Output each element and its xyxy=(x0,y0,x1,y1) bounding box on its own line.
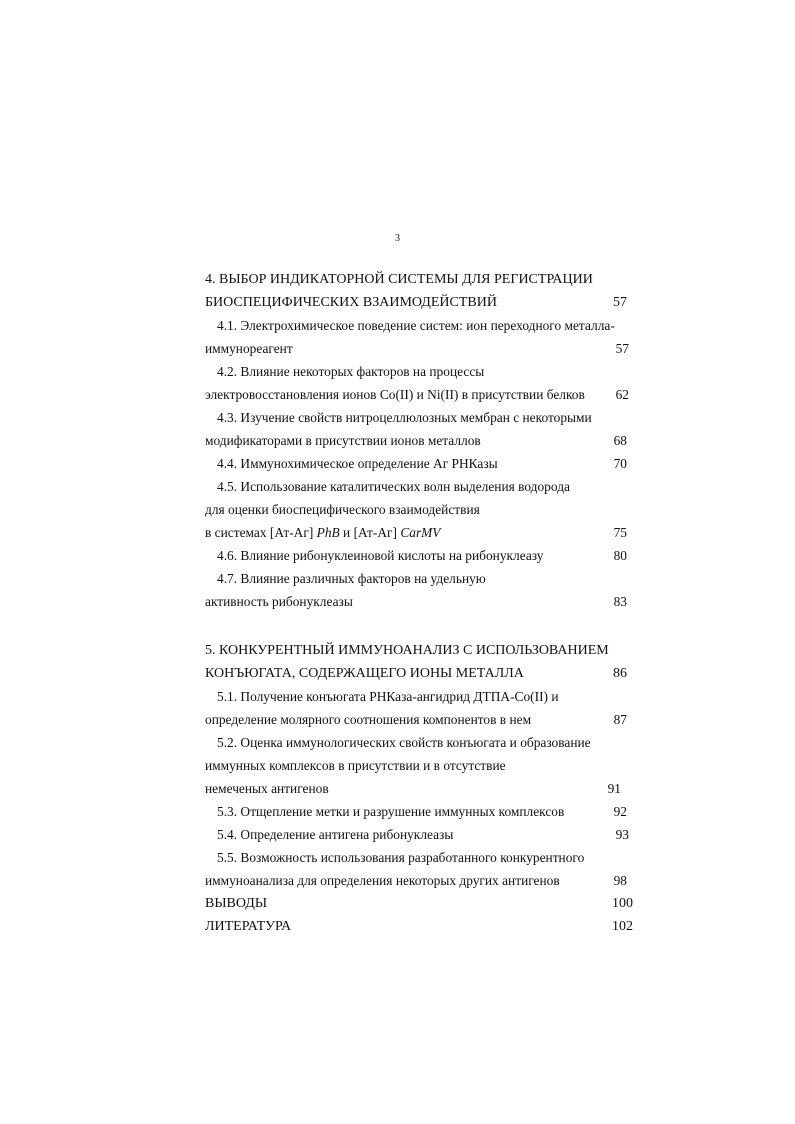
item-4-7-text: активность рибонуклеазы xyxy=(205,594,353,609)
item-5-2-line1: 5.2. Оценка иммунологических свойств конъюгата и образование xyxy=(217,735,591,750)
item-5-3-page: 92 xyxy=(613,804,627,819)
item-4-5-line3 xyxy=(205,521,633,544)
item-4-1-text: иммунореагент xyxy=(205,341,293,356)
item-5-4-line1 xyxy=(205,823,633,846)
item-4-7-page: 83 xyxy=(613,594,627,609)
item-5-2-line2: иммунных комплексов в присутствии и в отсутствие xyxy=(205,758,506,773)
item-4-3-text: модификаторами в присутствии ионов металлов xyxy=(205,433,481,448)
item-5-3-text: 5.3. Отщепление метки и разрушение иммунных комплексов xyxy=(217,804,565,819)
item-5-4-page: 93 xyxy=(615,827,629,842)
item-4-3-line1: 4.3. Изучение свойств нитроцеллюлозных мембран с некоторыми xyxy=(217,410,592,425)
item-4-1-line1: 4.1. Электрохимическое поведение систем: ион переходного металла- xyxy=(217,318,615,333)
table-of-contents xyxy=(205,268,633,938)
item-4-3-page: 68 xyxy=(613,433,627,448)
item-4-2-line2 xyxy=(205,383,633,406)
item-5-4-text: 5.4. Определение антигена рибонуклеазы xyxy=(217,827,454,842)
item-4-2-line1: 4.2. Влияние некоторых факторов на процессы xyxy=(217,364,485,379)
item-4-5-line1: 4.5. Использование каталитических волн выделения водорода xyxy=(217,479,570,494)
item-4-6-page: 80 xyxy=(613,548,627,563)
item-4-6-text: 4.6. Влияние рибонуклеиновой кислоты на рибонуклеазу xyxy=(217,548,544,563)
section-4-title-text: БИОСПЕЦИФИЧЕСКИХ ВЗАИМОДЕЙСТВИЙ xyxy=(205,295,497,310)
item-5-2-text: немеченых антигенов xyxy=(205,781,329,796)
item-4-5-page: 75 xyxy=(613,525,627,540)
item-4-5-text-b: PhB xyxy=(316,525,340,540)
item-4-2-text: электровосстановления ионов Co(II) и Ni(II) в присутствии белков xyxy=(205,387,585,402)
item-4-5-text-a: в системах [Ат-Аг] xyxy=(205,525,317,540)
item-4-3-line2 xyxy=(205,429,633,452)
item-4-7-line2 xyxy=(205,590,633,613)
conclusions-page: 100 xyxy=(612,896,633,911)
item-5-1-text: определение молярного соотношения компонентов в нем xyxy=(205,712,532,727)
item-5-1-line2 xyxy=(205,708,633,731)
literature-label: ЛИТЕРАТУРА xyxy=(205,919,292,934)
section-4-page: 57 xyxy=(613,295,627,310)
item-5-1-page: 87 xyxy=(613,712,627,727)
item-4-4-text: 4.4. Иммунохимическое определение Аг РНКазы xyxy=(217,456,498,471)
section-5-page: 86 xyxy=(613,666,627,681)
item-4-1-page: 57 xyxy=(615,341,629,356)
item-5-5-page: 98 xyxy=(613,873,627,888)
item-5-1-line1: 5.1. Получение конъюгата РНКаза-ангидрид ДТПА-Co(II) и xyxy=(217,689,559,704)
literature-line xyxy=(205,915,633,938)
item-5-5-text: иммуноанализа для определения некоторых других антигенов xyxy=(205,873,560,888)
item-4-5-line2: для оценки биоспецифического взаимодействия xyxy=(205,502,480,517)
item-4-7-line1: 4.7. Влияние различных факторов на удельную xyxy=(217,571,486,586)
section-4-title-line2 xyxy=(205,291,633,314)
item-5-5-line1: 5.5. Возможность использования разработанного конкурентного xyxy=(217,850,585,865)
conclusions-line xyxy=(205,892,633,915)
item-4-4-line1 xyxy=(205,452,633,475)
item-4-6-line1 xyxy=(205,544,633,567)
page-number: 3 xyxy=(395,233,400,244)
section-5-title-line2 xyxy=(205,662,633,685)
item-4-4-page: 70 xyxy=(613,456,627,471)
item-4-2-page: 62 xyxy=(615,387,629,402)
conclusions-label: ВЫВОДЫ xyxy=(205,896,268,911)
section-5-title-text: КОНЪЮГАТА, СОДЕРЖАЩЕГО ИОНЫ МЕТАЛЛА xyxy=(205,666,524,681)
section-4-title-line1: 4. ВЫБОР ИНДИКАТОРНОЙ СИСТЕМЫ ДЛЯ РЕГИСТРАЦИИ xyxy=(205,272,593,287)
item-4-5-text-c: и [Ат-Аг] xyxy=(339,525,401,540)
item-5-5-line2 xyxy=(205,869,633,892)
item-5-2-page: 91 xyxy=(607,781,621,796)
section-5-title-line1: 5. КОНКУРЕНТНЫЙ ИММУНОАНАЛИЗ С ИСПОЛЬЗОВАНИЕМ xyxy=(205,643,609,658)
literature-page: 102 xyxy=(612,919,633,934)
item-5-3-line1 xyxy=(205,800,633,823)
item-4-1-line2 xyxy=(205,337,633,360)
item-4-5-text-d: CarMV xyxy=(400,525,441,540)
item-5-2-line3 xyxy=(205,777,633,800)
